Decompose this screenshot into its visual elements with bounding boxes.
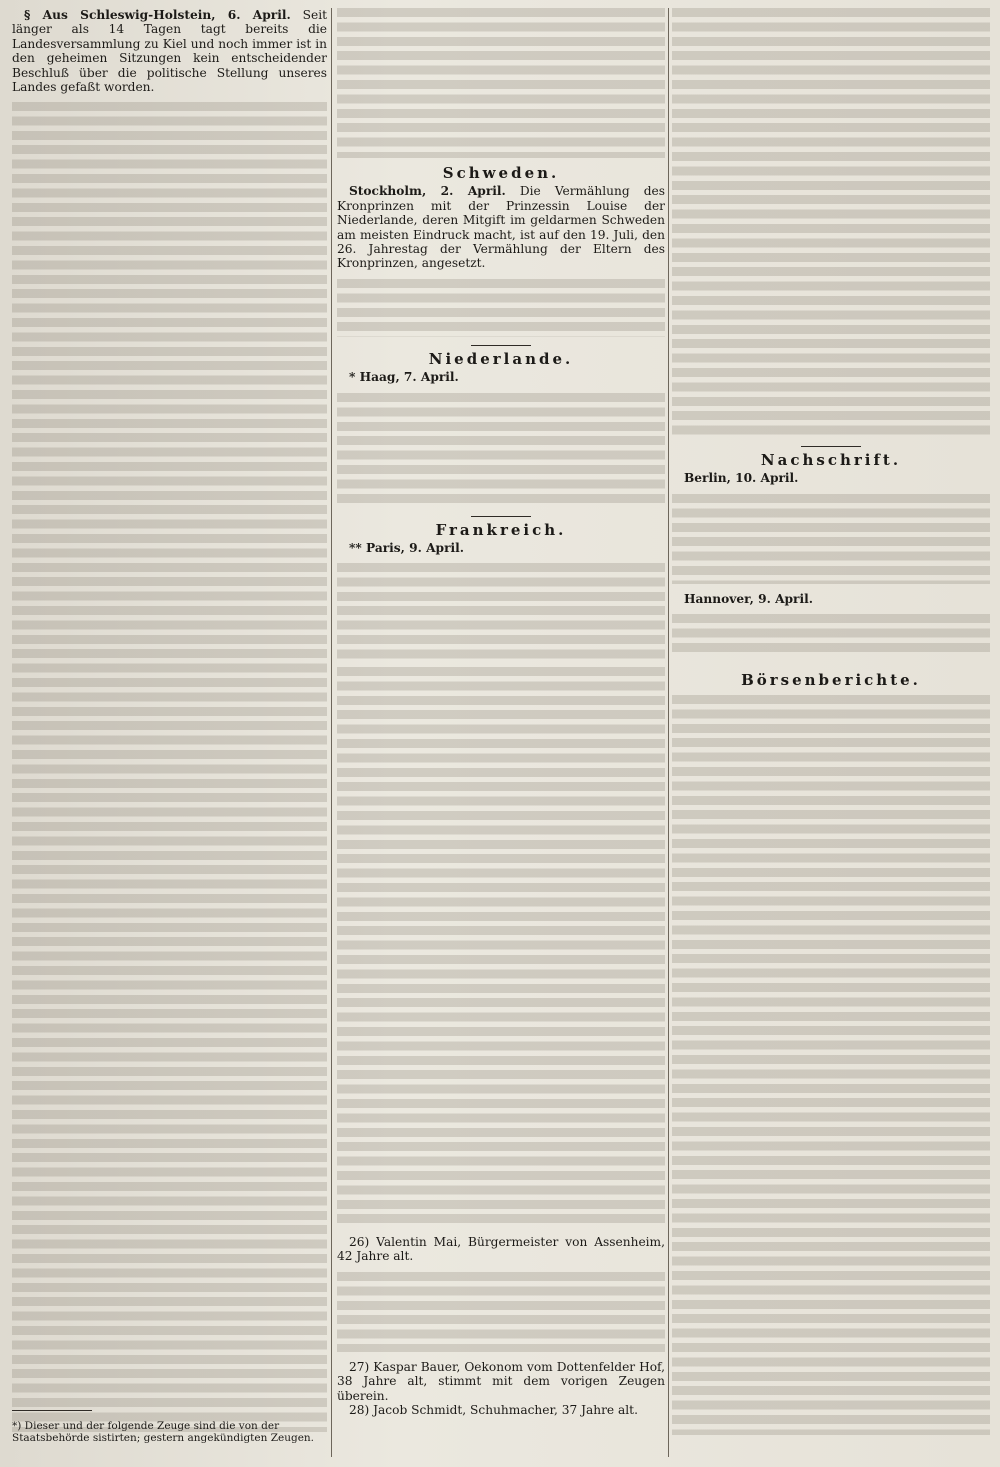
testimony-body-continued — [672, 695, 990, 1435]
dateline-paris: ** Paris, 9. April. — [349, 541, 464, 556]
netherlands-body — [337, 393, 665, 508]
heading-netherlands: Niederlande. — [428, 349, 574, 368]
sweden-body — [337, 279, 665, 337]
column-rule-right — [668, 8, 669, 1457]
column-1-body — [12, 102, 327, 1432]
dateline-hannover: Hannover, 9. April. — [684, 591, 813, 606]
dateline-berlin: Berlin, 10. April. — [684, 471, 799, 486]
testimony-26: 26) Valentin Mai, Bürgermeister von Assenheim, 42 Jahre alt. — [337, 1235, 665, 1264]
lead-schleswig: Seit länger als 14 Tagen tagt bereits die Landesversammlung zu Kiel und noch immer ist in den geheimen Sitzungen kein entscheidender Beschluß über die politische Stellung unseres Landes gefaßt worden. — [12, 8, 327, 95]
footnote-rule — [12, 1410, 92, 1411]
column-rule-left — [331, 8, 332, 1457]
dateline-haag: * Haag, 7. April. — [349, 370, 459, 385]
testimony-28: 28) Jacob Schmidt, Schuhmacher, 37 Jahre alt. — [349, 1403, 638, 1418]
column-2-continuation — [337, 8, 665, 158]
separator — [471, 345, 531, 346]
berlin-body — [672, 494, 990, 584]
column-2 — [337, 8, 665, 663]
testimony-27: 27) Kaspar Bauer, Oekonom vom Dottenfelder Hof, 38 Jahre alt, stimmt mit dem vorigen Zeugen überein. — [337, 1359, 665, 1403]
france-body — [337, 563, 665, 663]
dateline-stockholm: Stockholm, 2. April. — [349, 184, 506, 199]
separator — [801, 446, 861, 447]
column-3 — [672, 8, 990, 663]
testimony-26-body — [337, 1272, 665, 1352]
testimony-body — [337, 667, 665, 1227]
testimony-continuation — [672, 8, 990, 438]
lower-column-3 — [672, 667, 990, 1447]
heading-france: Frankreich. — [435, 520, 567, 539]
heading-sweden: Schweden. — [442, 164, 560, 182]
dateline-schleswig: § Aus Schleswig-Holstein, 6. April. — [24, 8, 291, 22]
column-1 — [12, 8, 327, 1448]
lead-stockholm: Die Vermählung des Kronprinzen mit der Prinzessin Louise der Niederlande, deren Mitgift im geldarmen Schweden am meisten Eindruck macht, ist auf den 19. Juli, den 26. Jahrestag der Vermählung der Eltern des Kronprinzen, angesetzt. — [337, 184, 665, 271]
hannover-body — [672, 614, 990, 654]
lower-column-2 — [337, 667, 665, 1447]
heading-boersenberichte: Börsenberichte. — [741, 671, 921, 689]
footnote: *) Dieser und der folgende Zeuge sind die von der Staatsbehörde sistirten; gestern angekündigten Zeugen. — [12, 1420, 315, 1444]
separator — [471, 516, 531, 517]
heading-nachschrift: Nachschrift. — [760, 451, 902, 469]
